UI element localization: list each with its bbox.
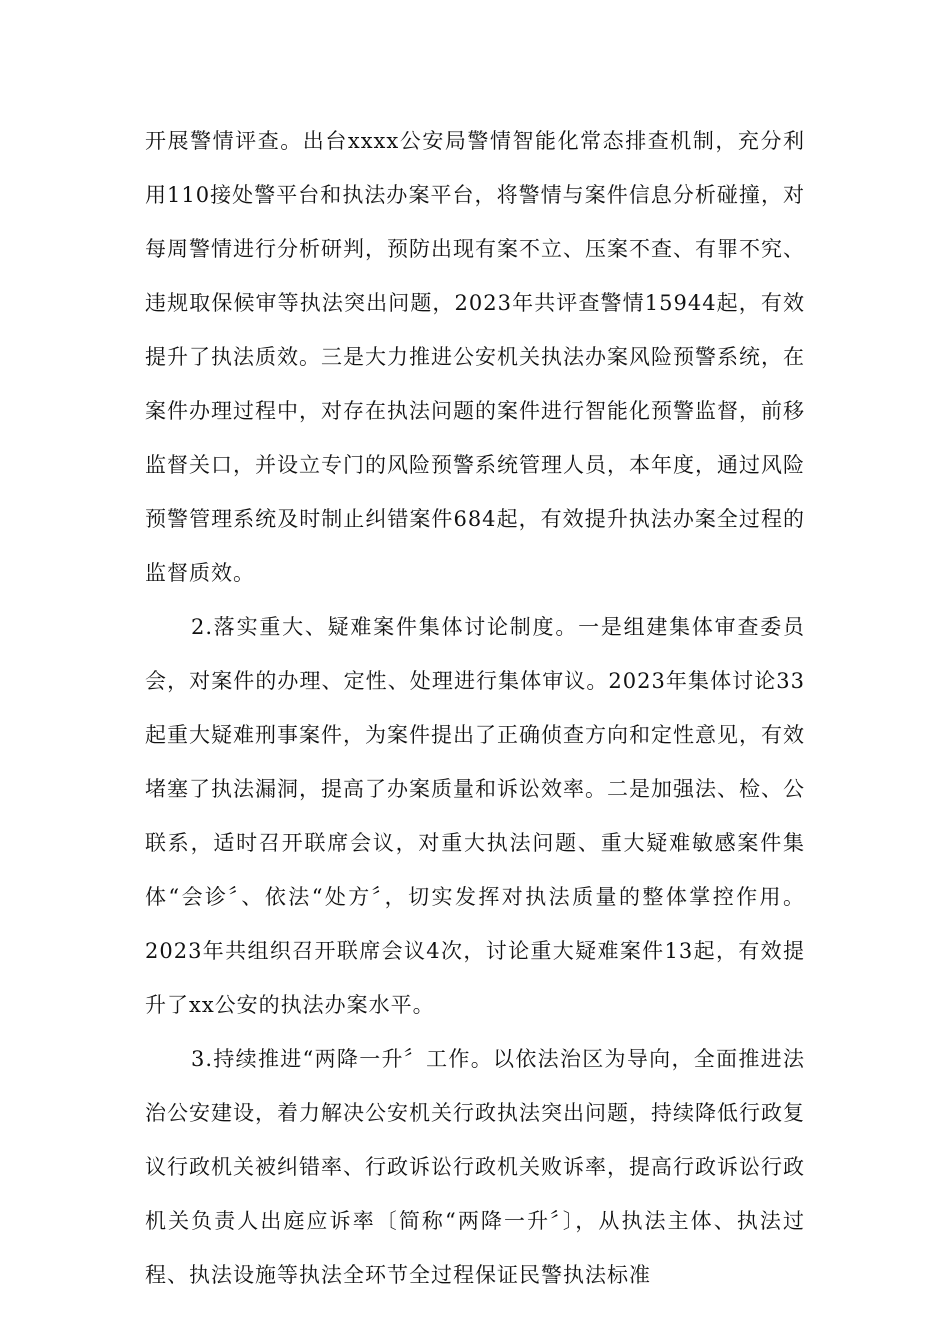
document-body — [145, 114, 805, 1302]
paragraph-item-3: 3.持续推进“两降一升〞工作。以依法治区为导向，全面推进法治公安建设，着力解决公安机关行政执法突出问题，持续降低行政复议行政机关被纠错率、行政诉讼行政机关败诉率，提高行政诉讼行政机关负责人出庭应诉率〔简称“两降一升〞〕，从执法主体、执法过程、执法设施等执法全环节全过程保证民警执法标准 — [145, 1047, 805, 1287]
paragraph-continued: 开展警情评查。出台xxxx公安局警情智能化常态排查机制，充分利用110接处警平台和执法办案平台，将警情与案件信息分析碰撞，对每周警情进行分析研判，预防出现有案不立、压案不查、有罪不究、违规取保候审等执法突出问题，2023年共评查警情15944起，有效提升了执法质效。三是大力推进公安机关执法办案风险预警系统，在案件办理过程中，对存在执法问题的案件进行智能化预警监督，前移监督关口，并设立专门的风险预警系统管理人员，本年度，通过风险预警管理系统及时制止纠错案件684起，有效提升执法办案全过程的监督质效。 — [145, 129, 805, 585]
paragraph-item-2: 2.落实重大、疑难案件集体讨论制度。一是组建集体审查委员会，对案件的办理、定性、处理进行集体审议。2023年集体讨论33起重大疑难刑事案件，为案件提出了正确侦查方向和定性意见，有效堵塞了执法漏洞，提高了办案质量和诉讼效率。二是加强法、检、公联系，适时召开联席会议，对重大执法问题、重大疑难敏感案件集体“会诊〞、依法“处方〞，切实发挥对执法质量的整体掌控作用。2023年共组织召开联席会议4次，讨论重大疑难案件13起，有效提升了xx公安的执法办案水平。 — [145, 615, 805, 1017]
